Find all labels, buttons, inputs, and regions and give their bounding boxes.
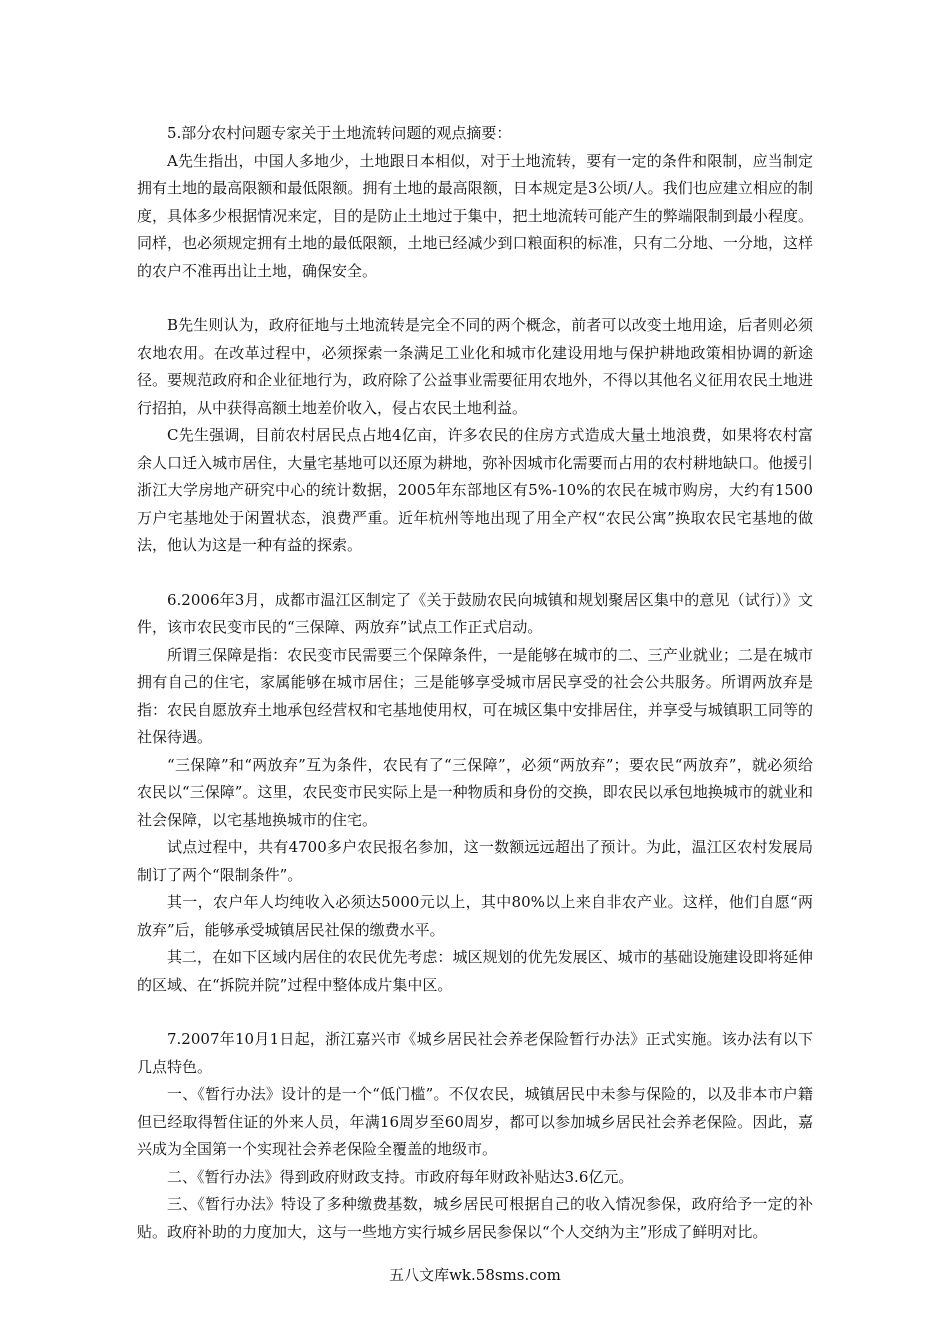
- footer-watermark: 五八文库wk.58sms.com: [389, 1266, 561, 1284]
- paragraph-gap: [137, 560, 813, 587]
- section5-paragraph-c: C先生强调，目前农村居民点占地4亿亩，许多农民的住房方式造成大量土地浪费，如果将农村富余人口迁入城市居住，大量宅基地可以还原为耕地，弥补因城市化需要而占用的农村耕地缺口。他援引浙江大学房地产研究中心的统计数据，2005年东部地区有5%-10%的农民在城市购房，大约有1500万户宅基地处于闲置状态，浪费严重。近年杭州等地出现了用全产权“农民公寓”换取农民宅基地的做法，他认为这是一种有益的探索。: [137, 426, 813, 554]
- document-body: [137, 120, 813, 1246]
- section5-paragraph-b: B先生则认为，政府征地与土地流转是完全不同的两个概念，前者可以改变土地用途，后者则必须农地农用。在改革过程中，必须探索一条满足工业化和城市化建设用地与保护耕地政策相协调的新途径。要规范政府和企业征地行为，政府除了公益事业需要征用农地外，不得以其他名义征用农民土地进行招拍，从中获得高额土地差价收入，侵占农民土地利益。: [137, 316, 813, 417]
- section5-heading: 5.部分农村问题专家关于土地流转问题的观点摘要：: [167, 124, 512, 142]
- section7-paragraph-feature-one: 一、《暂行办法》设计的是一个“低门槛”。不仅农民，城镇居民中未参与保险的，以及非本市户籍但已经取得暂住证的外来人员，年满16周岁至60周岁，都可以参加城乡居民社会养老保险。因此，嘉兴成为全国第一个实现社会养老保险全覆盖的地级市。: [137, 1085, 813, 1158]
- section6-paragraph-definitions: 所谓三保障是指：农民变市民需要三个保障条件，一是能够在城市的二、三产业就业；二是在城市拥有自己的住宅，家属能够在城市居住；三是能够享受城市居民享受的社会公共服务。所谓两放弃是指：农民自愿放弃土地承包经营权和宅基地使用权，可在城区集中安排居住，并享受与城镇职工同等的社保待遇。: [137, 645, 813, 746]
- section7-paragraph-intro: 7.2007年10月1日起，浙江嘉兴市《城乡居民社会养老保险暂行办法》正式实施。该办法有以下几点特色。: [137, 1030, 813, 1076]
- section7-paragraph-feature-three: 三、《暂行办法》特设了多种缴费基数，城乡居民可根据自己的收入情况参保，政府给予一定的补贴。政府补助的力度加大，这与一些地方实行城乡居民参保以“个人交纳为主”形成了鲜明对比。: [137, 1195, 813, 1241]
- section6-paragraph-limit-two: 其二，在如下区域内居住的农民优先考虑：城区规划的优先发展区、城市的基础设施建设即将延伸的区域、在“拆院并院”过程中整体成片集中区。: [137, 948, 813, 994]
- section6-paragraph-intro: 6.2006年3月，成都市温江区制定了《关于鼓励农民向城镇和规划聚居区集中的意见（试行）》文件，该市农民变市民的“三保障、两放弃”试点工作正式启动。: [137, 590, 813, 636]
- section7-paragraph-feature-two: 二、《暂行办法》得到政府财政支持。市政府每年财政补贴达3.6亿元。: [167, 1167, 634, 1186]
- section6-paragraph-pilot: 试点过程中，共有4700多户农民报名参加，这一数额远远超出了预计。为此，温江区农村发展局制订了两个“限制条件”。: [137, 838, 813, 884]
- paragraph-gap: [137, 285, 813, 312]
- section5-paragraph-a: A先生指出，中国人多地少，土地跟日本相似，对于土地流转，要有一定的条件和限制，应当制定拥有土地的最高限额和最低限额。拥有土地的最高限额，日本规定是3公顷/人。我们也应建立相应的制度，具体多少根据情况来定，目的是防止土地过于集中，把土地流转可能产生的弊端限制到最小程度。同样，也必须规定拥有土地的最低限额，土地已经减少到口粮面积的标准，只有二分地、一分地，这样的农户不准再出让土地，确保安全。: [137, 151, 813, 280]
- paragraph-gap: [137, 999, 813, 1026]
- section6-paragraph-limit-one: 其一，农户年人均纯收入必须达5000元以上，其中80%以上来自非农产业。这样，他们自愿“两放弃”后，能够承受城镇居民社保的缴费水平。: [137, 893, 813, 939]
- section6-paragraph-conditions: “三保障”和“两放弃”互为条件，农民有了“三保障”，必须“两放弃”；要农民“两放弃”，就必须给农民以“三保障”。这里，农民变市民实际上是一种物质和身份的交换，即农民以承包地换城市的就业和社会保障，以宅基地换城市的住宅。: [137, 755, 813, 829]
